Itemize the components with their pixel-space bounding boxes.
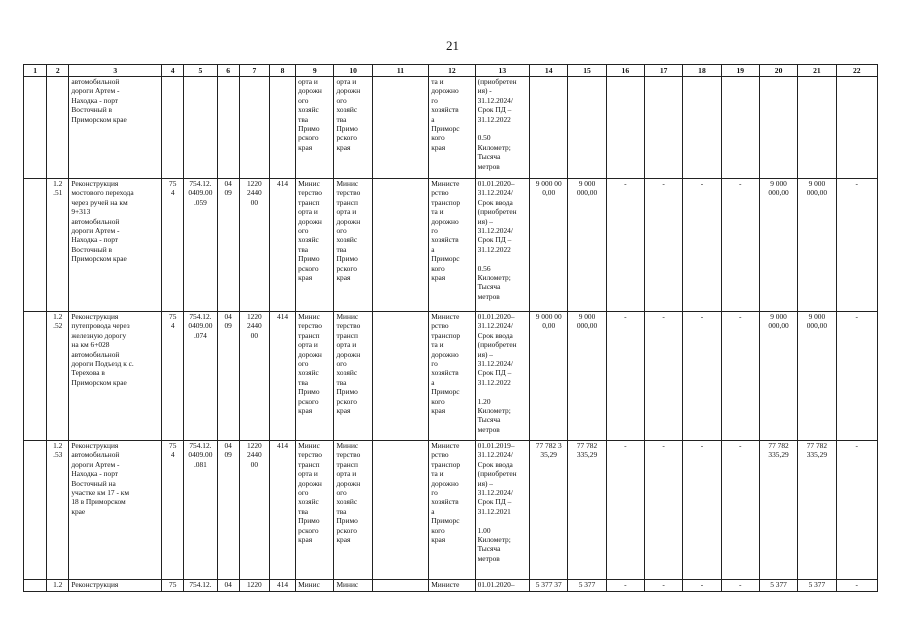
table-cell xyxy=(239,77,269,179)
column-header: 2 xyxy=(47,65,69,77)
table-cell: орта и дорожн ого хозяйс тва Примо рского края xyxy=(334,77,372,179)
column-header: 4 xyxy=(162,65,184,77)
column-header: 10 xyxy=(334,65,372,77)
table-cell: 01.01.2020– xyxy=(475,580,529,592)
table-cell: - xyxy=(644,580,682,592)
table-cell: 9 000 00 0,00 xyxy=(530,312,568,441)
table-cell: Реконструкция мостового перехода через ручей на км 9+313 автомобильной дороги Артем - Находка - порт Восточный в Приморском крае xyxy=(69,179,162,312)
column-header: 17 xyxy=(644,65,682,77)
table-cell: 754.12. 0409.00 .074 xyxy=(184,312,217,441)
column-header: 5 xyxy=(184,65,217,77)
table-cell: Минис xyxy=(334,580,372,592)
table-cell: орта и дорожн ого хозяйс тва Примо рского края xyxy=(296,77,334,179)
table-cell: 754.12. 0409.00 .059 xyxy=(184,179,217,312)
table-cell xyxy=(184,77,217,179)
table-cell: 04 09 xyxy=(217,179,239,312)
table-cell: 1.2 .52 xyxy=(47,312,69,441)
table-cell: 1220 2440 00 xyxy=(239,312,269,441)
table-cell: Минис xyxy=(296,580,334,592)
column-header: 13 xyxy=(475,65,529,77)
table-cell xyxy=(24,77,47,179)
table-cell: 414 xyxy=(269,312,295,441)
table-cell xyxy=(269,77,295,179)
table-cell: Минис терство трансп орта и дорожн ого хозяйс тва Примо рского края xyxy=(334,179,372,312)
table-cell: 414 xyxy=(269,441,295,580)
table-cell xyxy=(721,77,759,179)
table-cell: Реконструкция автомобильной дороги Артем - Находка - порт Восточный на участке км 17 - км 18 в Приморском крае xyxy=(69,441,162,580)
table-cell: - xyxy=(836,312,877,441)
table-cell: 414 xyxy=(269,179,295,312)
table-cell: Министе рство транспор та и дорожно го хозяйств а Приморс кого края xyxy=(429,179,475,312)
column-header: 3 xyxy=(69,65,162,77)
column-header: 18 xyxy=(683,65,721,77)
table-cell: - xyxy=(836,179,877,312)
table-cell xyxy=(606,77,644,179)
table-cell: та и дорожно го хозяйств а Приморс кого края xyxy=(429,77,475,179)
table-cell xyxy=(759,77,797,179)
table-cell: 754.12. 0409.00 .081 xyxy=(184,441,217,580)
table-cell: - xyxy=(721,441,759,580)
table-cell: 04 xyxy=(217,580,239,592)
table-cell: Реконструкция путепровода через железную дорогу на км 6+028 автомобильной дороги Подъезд к с. Терехова в Приморском крае xyxy=(69,312,162,441)
table-cell: - xyxy=(683,580,721,592)
table-cell xyxy=(217,77,239,179)
table-cell xyxy=(162,77,184,179)
table-cell xyxy=(372,580,428,592)
table-cell: - xyxy=(644,441,682,580)
table-cell xyxy=(644,77,682,179)
table-cell: 9 000 000,00 xyxy=(759,312,797,441)
table-cell xyxy=(24,441,47,580)
column-header: 16 xyxy=(606,65,644,77)
table-cell: 77 782 335,29 xyxy=(759,441,797,580)
data-table xyxy=(23,64,878,592)
column-header: 8 xyxy=(269,65,295,77)
table-cell: Минис терство трансп орта и дорожн ого хозяйс тва Примо рского края xyxy=(334,312,372,441)
table-row xyxy=(24,580,878,592)
table-cell: Минис терство трансп орта и дорожн ого хозяйс тва Примо рского края xyxy=(296,312,334,441)
table-row xyxy=(24,312,878,441)
column-header: 14 xyxy=(530,65,568,77)
table-cell: 77 782 3 35,29 xyxy=(530,441,568,580)
table-cell xyxy=(24,179,47,312)
page-number: 21 xyxy=(446,38,459,53)
table-row xyxy=(24,441,878,580)
column-header: 9 xyxy=(296,65,334,77)
table-cell: 01.01.2020– 31.12.2024/ Срок ввода (приобретен ия) – 31.12.2024/ Срок ПД – 31.12.2022 1.20 Километр; Тысяча метров xyxy=(475,312,529,441)
column-header: 20 xyxy=(759,65,797,77)
table-cell: - xyxy=(606,580,644,592)
table-cell xyxy=(568,77,606,179)
table-cell: 754.12. xyxy=(184,580,217,592)
table-cell: - xyxy=(683,312,721,441)
table-cell: 75 xyxy=(162,580,184,592)
table-cell: 1220 2440 00 xyxy=(239,441,269,580)
table-cell: Минис терство трансп орта и дорожн ого хозяйс тва Примо рского края xyxy=(296,179,334,312)
table-cell: 414 xyxy=(269,580,295,592)
table-cell: Министе xyxy=(429,580,475,592)
table-cell xyxy=(530,77,568,179)
column-header: 1 xyxy=(24,65,47,77)
table-cell xyxy=(372,441,428,580)
table-cell xyxy=(24,312,47,441)
table-cell: Министе рство транспор та и дорожно го хозяйств а Приморс кого края xyxy=(429,312,475,441)
table-cell: автомобильной дороги Артем - Находка - порт Восточный в Приморском крае xyxy=(69,77,162,179)
table-cell: 5 377 xyxy=(568,580,606,592)
table-row xyxy=(24,77,878,179)
table-cell: 04 09 xyxy=(217,441,239,580)
table-cell: 9 000 000,00 xyxy=(568,179,606,312)
table-cell: - xyxy=(836,580,877,592)
column-header: 12 xyxy=(429,65,475,77)
table-cell: - xyxy=(606,441,644,580)
table-cell: 75 4 xyxy=(162,312,184,441)
table-cell xyxy=(836,77,877,179)
table-cell: 9 000 00 0,00 xyxy=(530,179,568,312)
table-cell: 1.2 .53 xyxy=(47,441,69,580)
column-header: 7 xyxy=(239,65,269,77)
table-cell: 9 000 000,00 xyxy=(798,179,836,312)
header-row xyxy=(24,65,878,77)
column-header: 6 xyxy=(217,65,239,77)
table-cell: 1220 xyxy=(239,580,269,592)
table-cell xyxy=(372,312,428,441)
table-cell: - xyxy=(721,179,759,312)
table-cell: Министе рство транспор та и дорожно го хозяйств а Приморс кого края xyxy=(429,441,475,580)
table-cell: 01.01.2019– 31.12.2024/ Срок ввода (приобретен ия) – 31.12.2024/ Срок ПД – 31.12.2021 1.00 Километр; Тысяча метров xyxy=(475,441,529,580)
column-header: 21 xyxy=(798,65,836,77)
table-cell: Минис терство трансп орта и дорожн ого хозяйс тва Примо рского края xyxy=(334,441,372,580)
table-cell: 5 377 xyxy=(759,580,797,592)
table-cell xyxy=(683,77,721,179)
table-cell: 9 000 000,00 xyxy=(759,179,797,312)
table-cell: - xyxy=(606,312,644,441)
table-cell: 1220 2440 00 xyxy=(239,179,269,312)
table-cell: 5 377 37 xyxy=(530,580,568,592)
table-cell: 77 782 335,29 xyxy=(798,441,836,580)
column-header: 22 xyxy=(836,65,877,77)
table-cell: 5 377 xyxy=(798,580,836,592)
table-row xyxy=(24,179,878,312)
table-cell: 1.2 xyxy=(47,580,69,592)
table-cell: - xyxy=(644,312,682,441)
table-cell: 9 000 000,00 xyxy=(798,312,836,441)
column-header: 19 xyxy=(721,65,759,77)
table-cell: 04 09 xyxy=(217,312,239,441)
table-cell xyxy=(372,179,428,312)
table-cell: - xyxy=(644,179,682,312)
table-cell: 01.01.2020– 31.12.2024/ Срок ввода (приобретен ия) – 31.12.2024/ Срок ПД – 31.12.2022 0.56 Километр; Тысяча метров xyxy=(475,179,529,312)
table-cell: (приобретен ия) - 31.12.2024/ Срок ПД – 31.12.2022 0.50 Километр; Тысяча метров xyxy=(475,77,529,179)
table-cell: 77 782 335,29 xyxy=(568,441,606,580)
table-cell: - xyxy=(721,312,759,441)
table-cell xyxy=(47,77,69,179)
table-cell: 75 4 xyxy=(162,179,184,312)
column-header: 15 xyxy=(568,65,606,77)
table-cell: 9 000 000,00 xyxy=(568,312,606,441)
table-cell xyxy=(798,77,836,179)
column-header: 11 xyxy=(372,65,428,77)
table-cell: 1.2 .51 xyxy=(47,179,69,312)
table-cell xyxy=(372,77,428,179)
table-cell: Минис терство трансп орта и дорожн ого хозяйс тва Примо рского края xyxy=(296,441,334,580)
table-cell: - xyxy=(721,580,759,592)
table-cell xyxy=(24,580,47,592)
table-cell: - xyxy=(606,179,644,312)
table-cell: Реконструкция xyxy=(69,580,162,592)
table-cell: 75 4 xyxy=(162,441,184,580)
table-cell: - xyxy=(683,441,721,580)
table-cell: - xyxy=(836,441,877,580)
table-cell: - xyxy=(683,179,721,312)
table-body xyxy=(24,77,878,592)
